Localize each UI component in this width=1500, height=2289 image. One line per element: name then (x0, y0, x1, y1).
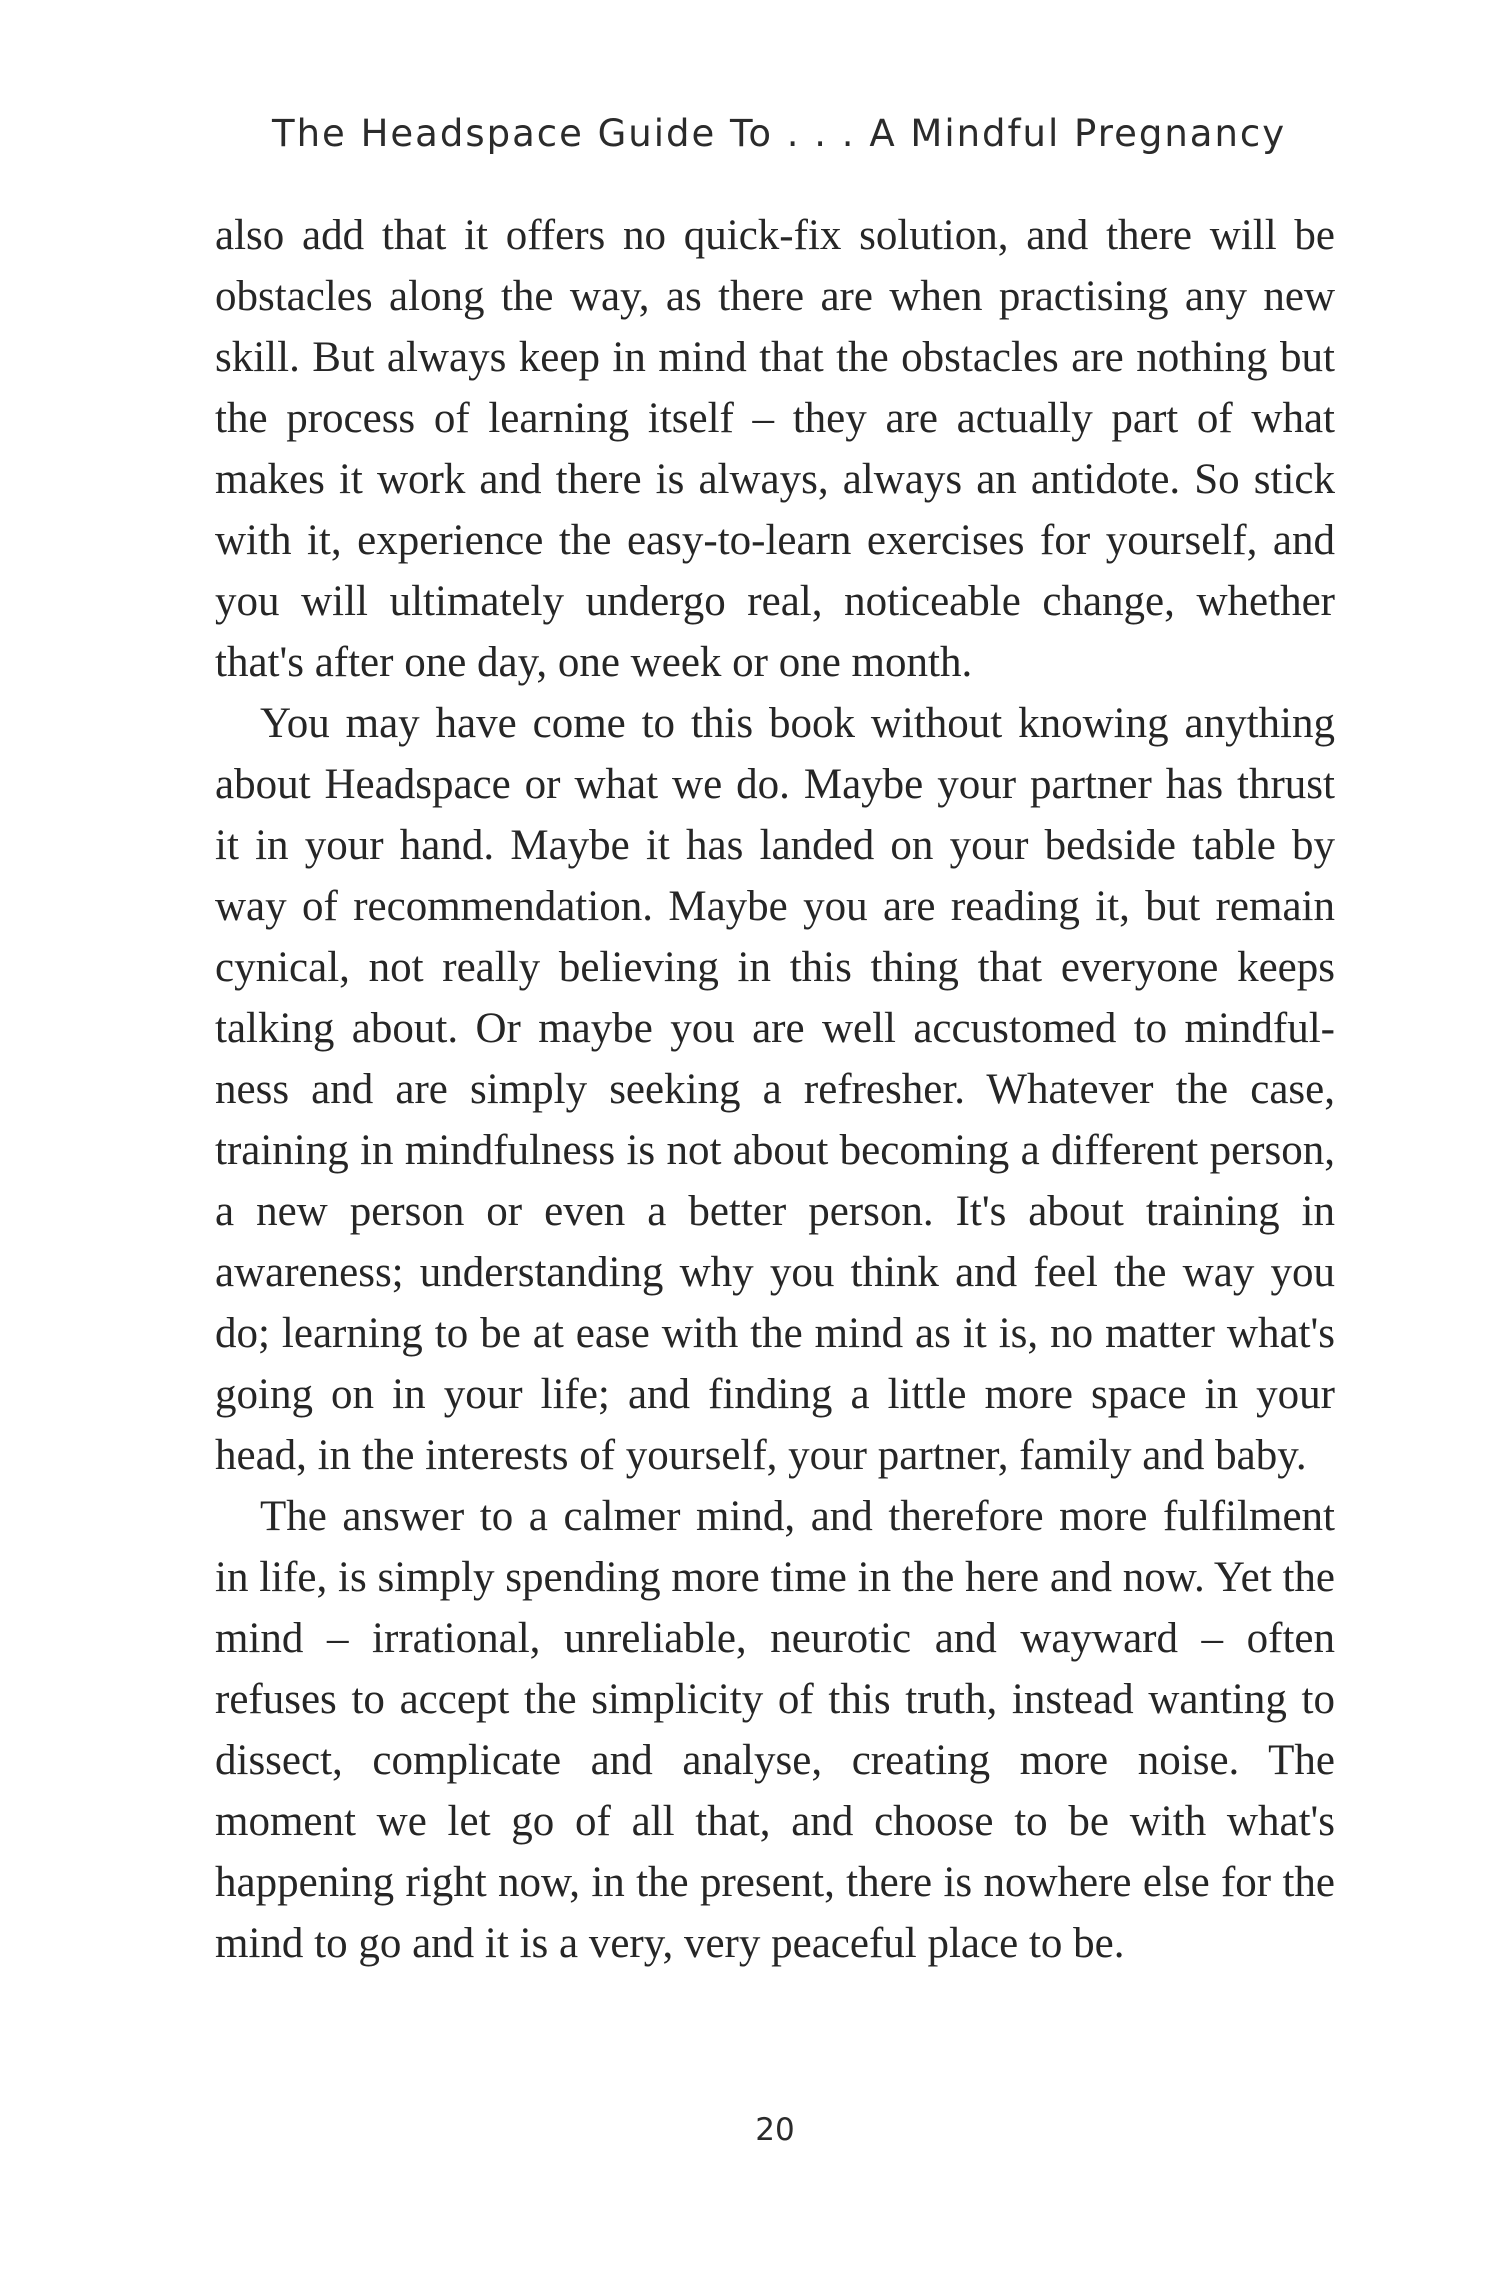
running-header: The Headspace Guide To . . . A Mindful Pregnancy (272, 112, 1287, 155)
paragraph-calmer-mind: The answer to a calmer mind, and therefore more fulfilment in life, is simply spending more time in the here and now. Yet the mind – irrational, unreliable, neurotic and wayward – often refuses to accept the simplicity of this truth, instead wanting to dissect, complicate and analyse, creating more noise. The moment we let go of all that, and choose to be with what's happening right now, in the present, there is nowhere else for the mind to go and it is a very, very peaceful place to be. (215, 1493, 1335, 1967)
body-text (215, 205, 1335, 1974)
paragraph-continuation: also add that it offers no quick-fix solution, and there will be obstacles along the way, as there are when practising any new skill. But always keep in mind that the obstacles are nothing but the process of learning itself – they are actually part of what makes it work and there is always, always an antidote. So stick with it, experience the easy-to-learn exercises for yourself, and you will ultimately undergo real, noticeable change, whether that's after one day, one week or one month. (215, 212, 1335, 686)
page-number: 20 (755, 2112, 795, 2148)
paragraph-headspace-intro: You may have come to this book without knowing anything about Headspace or what we do. Maybe your partner has thrust it in your hand. Maybe it has landed on your bedside table by way of recommendation. Maybe you are reading it, but remain cynical, not really believing in this thing that everyone keeps talking about. Or maybe you are well accustomed to mindfulness and are simply seeking a refresher. Whatever the case, training in mindfulness is not about becoming a different person, a new person or even a better person. It's about training in awareness; understanding why you think and feel the way you do; learning to be at ease with the mind as it is, no matter what's going on in your life; and finding a little more space in your head, in the interests of yourself, your partner, family and baby. (215, 700, 1335, 1479)
